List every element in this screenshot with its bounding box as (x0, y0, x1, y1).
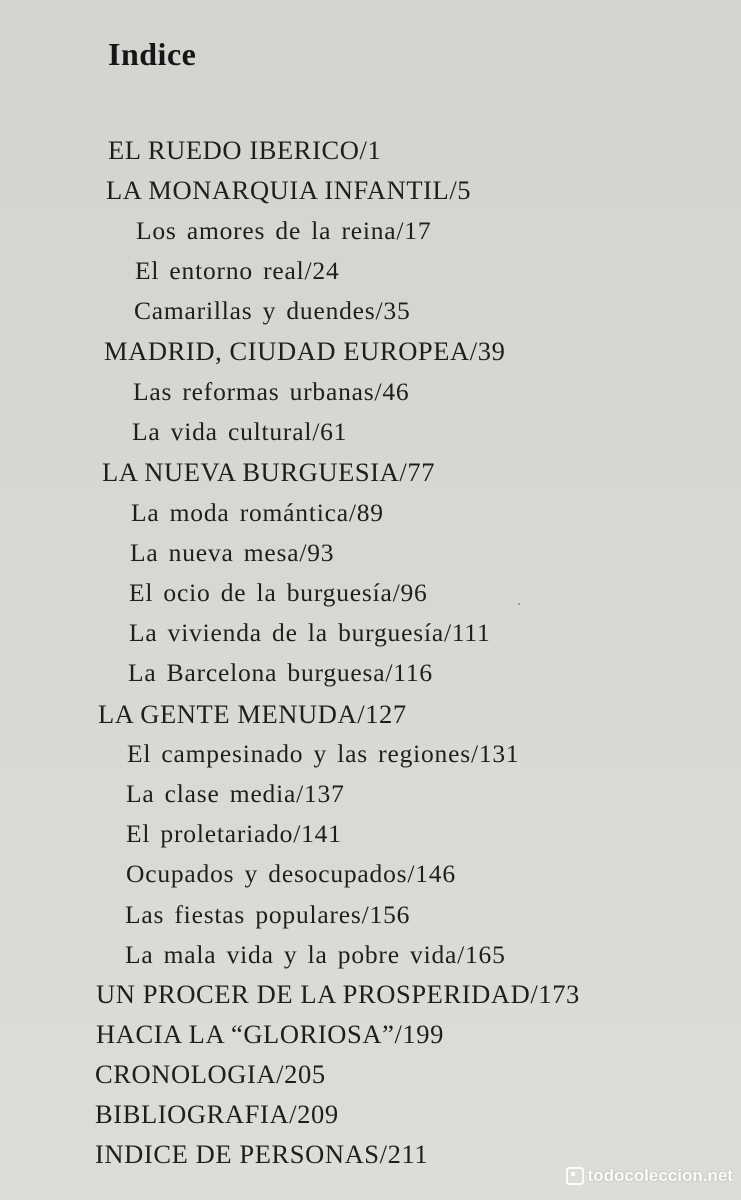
toc-entry: El ocio de la burguesía/96 (129, 578, 428, 607)
toc-entry: Camarillas y duendes/35 (134, 296, 411, 325)
toc-entry: La nueva mesa/93 (130, 538, 335, 567)
toc-entry: HACIA LA “GLORIOSA”/199 (96, 1019, 444, 1049)
toc-entry: LA GENTE MENUDA/127 (98, 699, 407, 729)
toc-entry: El campesinado y las regiones/131 (127, 739, 520, 768)
toc-entry: BIBLIOGRAFIA/209 (95, 1099, 339, 1129)
watermark (566, 1166, 733, 1186)
toc-entry: Ocupados y desocupados/146 (126, 859, 456, 888)
toc-entry: EL RUEDO IBERICO/1 (108, 135, 382, 165)
toc-entry: Los amores de la reina/17 (136, 216, 432, 245)
toc-entry: CRONOLOGIA/205 (95, 1059, 326, 1089)
toc-entry: LA MONARQUIA INFANTIL/5 (106, 175, 472, 205)
paper-speck (518, 603, 520, 605)
page-title: Indice (108, 36, 197, 72)
toc-entry: MADRID, CIUDAD EUROPEA/39 (104, 336, 506, 366)
toc-entry: La vivienda de la burguesía/111 (129, 618, 491, 647)
toc-entry: El proletariado/141 (126, 819, 342, 848)
toc-entry: La mala vida y la pobre vida/165 (125, 940, 506, 969)
toc-entry: La clase media/137 (126, 779, 345, 808)
watermark-text: todocoleccion.net (587, 1166, 733, 1185)
todocoleccion-logo-icon (566, 1167, 584, 1185)
toc-entry: LA NUEVA BURGUESIA/77 (102, 457, 436, 487)
toc-entry: Las reformas urbanas/46 (133, 377, 410, 406)
toc-entry: Las fiestas populares/156 (125, 900, 411, 929)
toc-entry: El entorno real/24 (135, 256, 340, 285)
toc-entry: UN PROCER DE LA PROSPERIDAD/173 (96, 979, 580, 1009)
toc-entry: La vida cultural/61 (132, 417, 348, 446)
toc-entry: La Barcelona burguesa/116 (128, 658, 433, 687)
toc-entry: INDICE DE PERSONAS/211 (95, 1139, 429, 1169)
toc-entry: La moda romántica/89 (131, 498, 384, 527)
